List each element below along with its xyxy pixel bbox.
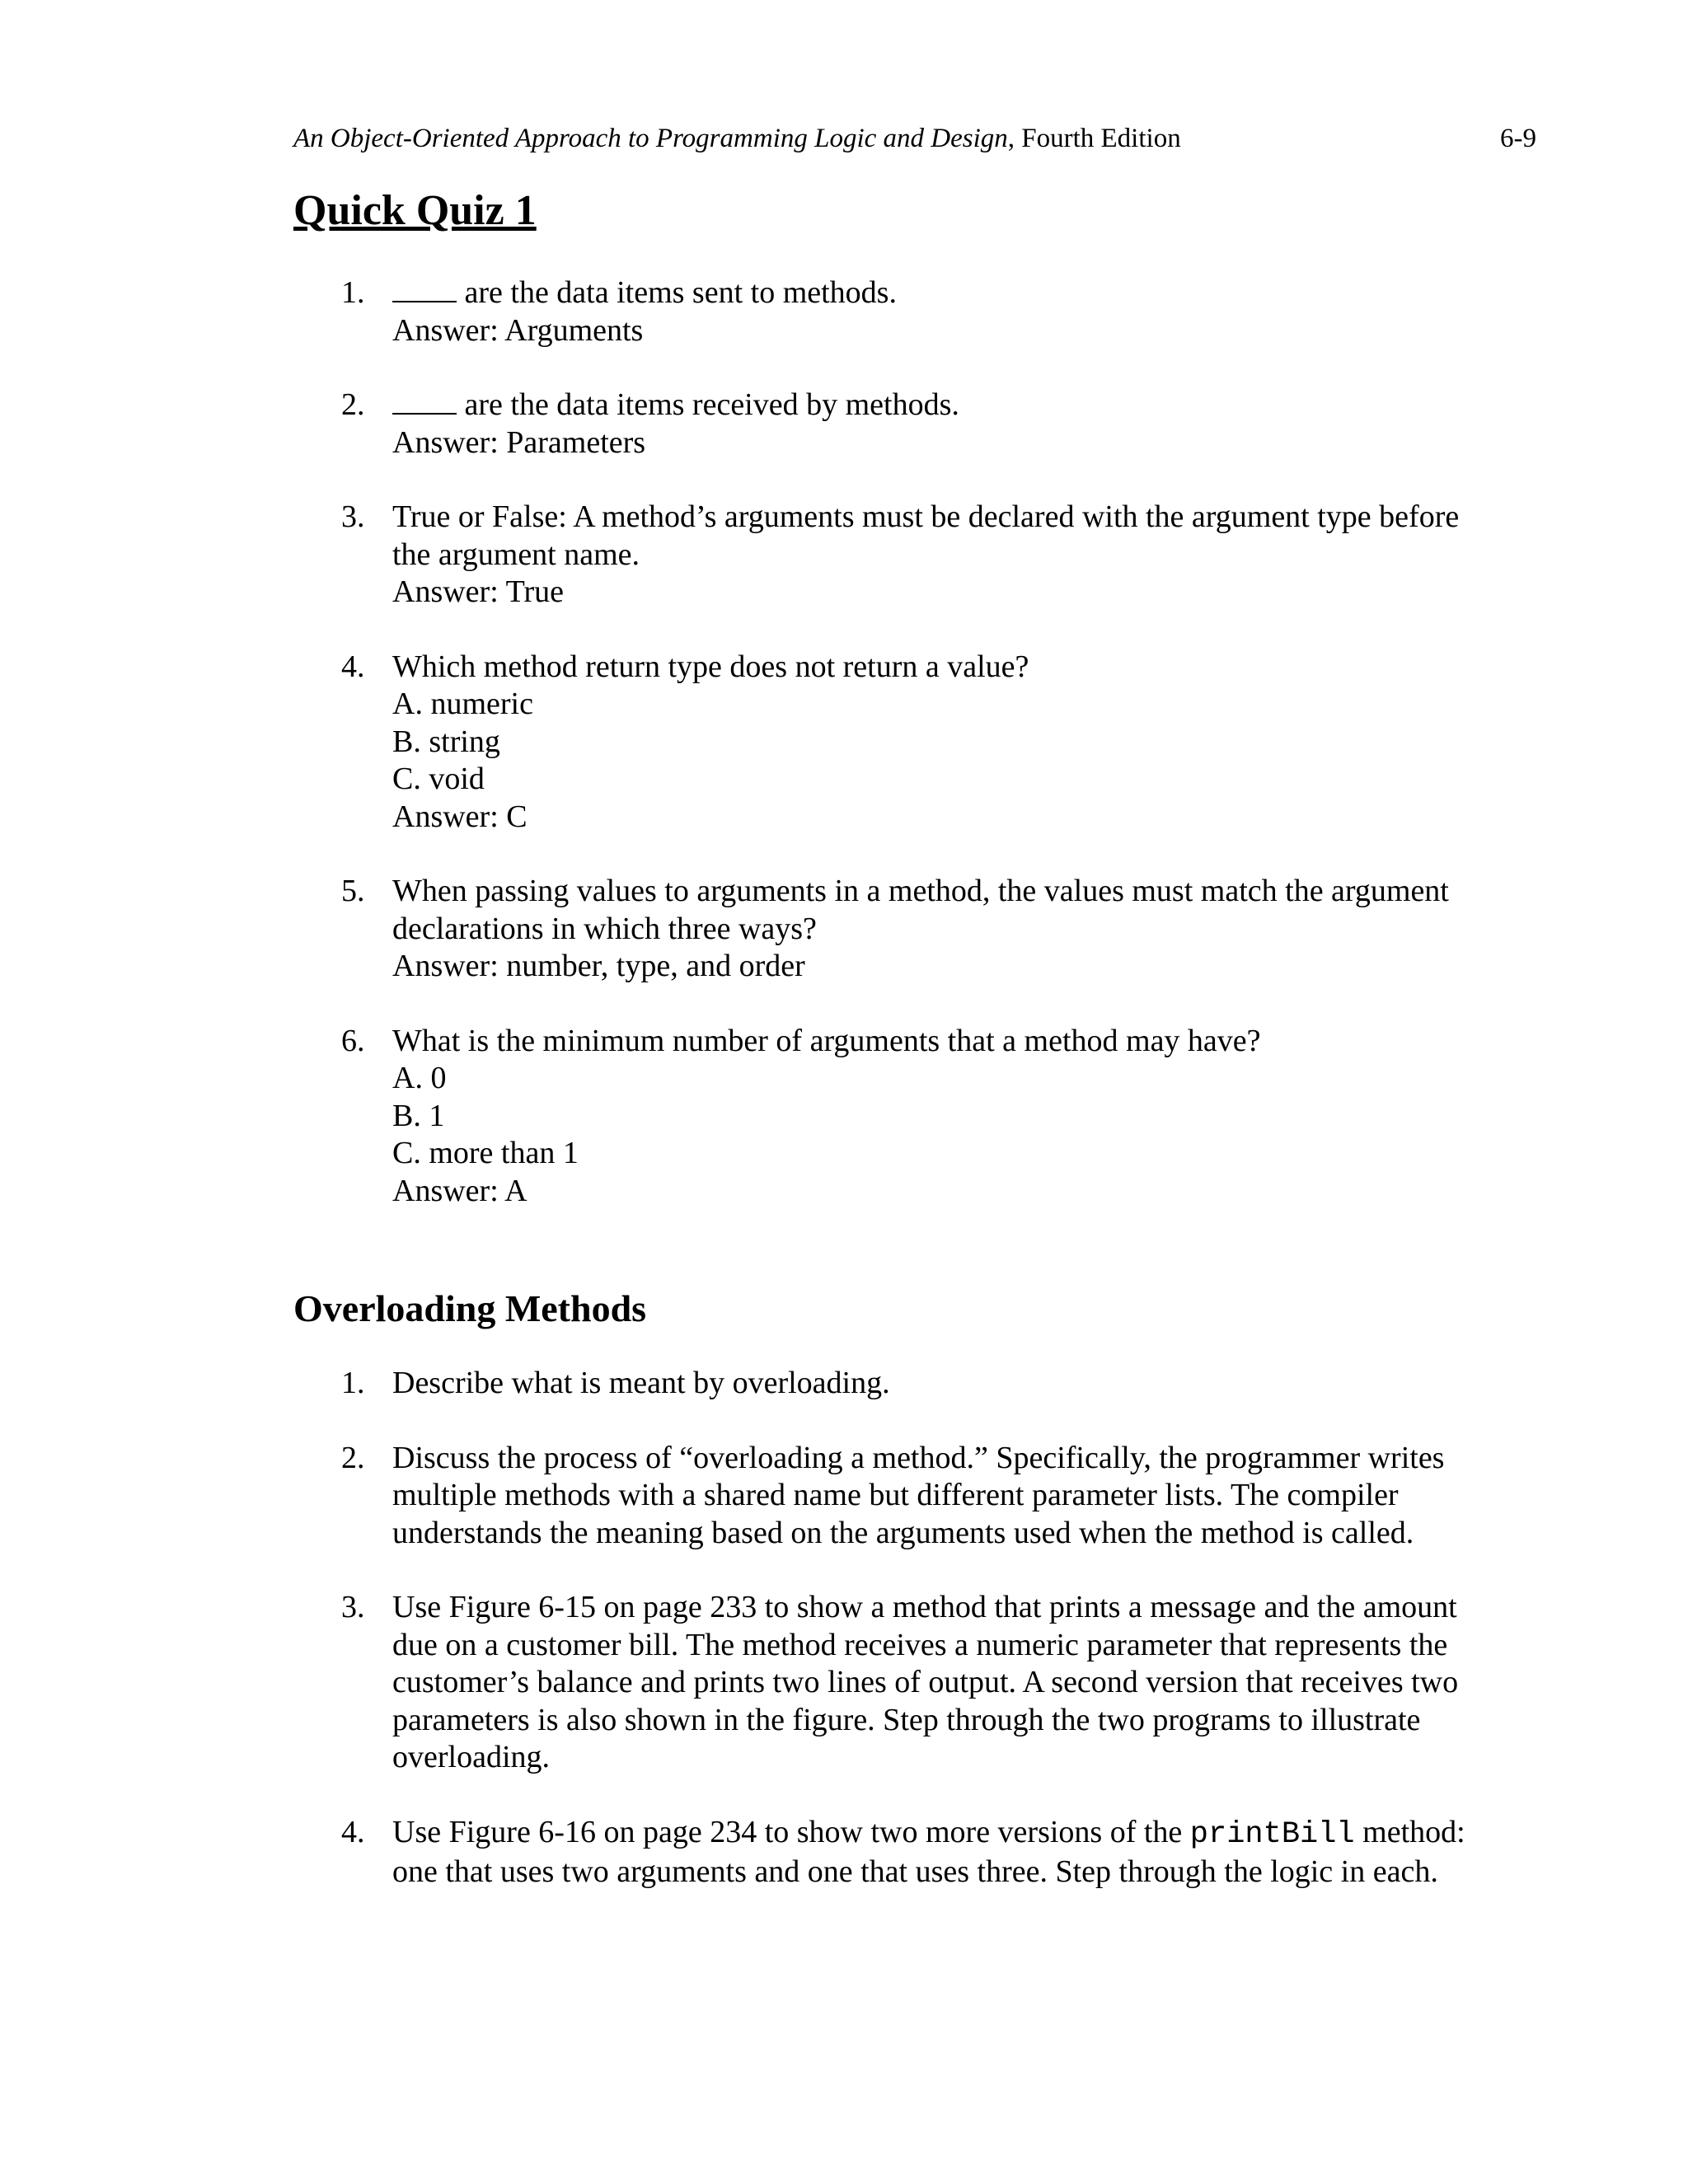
item-line: Describe what is meant by overloading.	[392, 1366, 890, 1400]
item-number: 1.	[341, 1366, 365, 1400]
line-text: method:	[1354, 1814, 1465, 1849]
question-line: True or False: A method’s arguments must be declared with the argument type before	[392, 499, 1460, 534]
option-b: B. 1	[392, 1098, 445, 1133]
question-line: declarations in which three ways?	[392, 911, 817, 946]
item-number: 1.	[341, 275, 365, 310]
option-a: A. numeric	[392, 687, 533, 721]
quiz-item-4	[293, 649, 1530, 837]
item-line: parameters is also shown in the figure. Step through the two programs to illustrate	[392, 1702, 1421, 1737]
line-text: Use Figure 6-16 on page 234 to show two more versions of the	[392, 1814, 1190, 1849]
overloading-item-3	[293, 1589, 1530, 1777]
item-line: one that uses two arguments and one that uses three. Step through the logic in each.	[392, 1854, 1438, 1889]
overloading-item-2	[293, 1440, 1530, 1553]
quiz-list	[293, 274, 1530, 1247]
book-title: An Object-Oriented Approach to Programming Logic and Design	[293, 124, 1008, 153]
answer-text: Answer: C	[392, 799, 528, 834]
answer-text: Answer: number, type, and order	[392, 949, 805, 983]
answer-text: Answer: Arguments	[392, 312, 644, 348]
answer-text: Answer: Parameters	[392, 424, 646, 460]
question-text	[392, 274, 1530, 312]
item-number: 2.	[341, 1440, 365, 1475]
question-text: Which method return type does not return a value?	[392, 649, 1029, 684]
answer-text: Answer: True	[392, 574, 564, 609]
method-name-code: printBill	[1189, 1816, 1355, 1852]
question-text	[392, 387, 1530, 424]
item-number: 3.	[341, 499, 365, 534]
item-number: 4.	[341, 1814, 365, 1849]
item-line	[392, 1814, 1530, 1854]
section-title: Overloading Methods	[293, 1287, 647, 1329]
option-c: C. void	[392, 762, 485, 796]
question-line: the argument name.	[392, 537, 640, 572]
overloading-item-1	[293, 1365, 1530, 1403]
item-line: Use Figure 6-15 on page 233 to show a method that prints a message and the amount	[392, 1590, 1457, 1624]
answer-blank	[392, 274, 457, 302]
item-line: multiple methods with a shared name but different parameter lists. The compiler	[392, 1478, 1399, 1512]
item-number: 6.	[341, 1023, 365, 1058]
item-line: overloading.	[392, 1740, 551, 1774]
edition-label: , Fourth Edition	[1007, 124, 1181, 153]
item-line: customer’s balance and prints two lines of output. A second version that receives two	[392, 1665, 1459, 1699]
item-number: 2.	[341, 387, 365, 422]
quiz-item-3	[293, 499, 1530, 612]
option-a: A. 0	[392, 1061, 447, 1095]
question-text: What is the minimum number of arguments that a method may have?	[392, 1023, 1261, 1058]
option-c: C. more than 1	[392, 1136, 579, 1170]
overloading-list	[293, 1365, 1530, 1929]
page-header	[293, 122, 1536, 155]
option-b: B. string	[392, 724, 500, 759]
question-rest: are the data items sent to methods.	[457, 275, 897, 310]
quiz-item-2	[293, 387, 1530, 462]
quiz-item-1	[293, 274, 1530, 349]
quiz-item-5	[293, 873, 1530, 986]
question-rest: are the data items received by methods.	[457, 387, 959, 422]
item-line: understands the meaning based on the arguments used when the method is called.	[392, 1515, 1414, 1550]
answer-text: Answer: A	[392, 1173, 528, 1208]
quiz-item-6	[293, 1023, 1530, 1211]
overloading-item-4	[293, 1814, 1530, 1891]
item-number: 3.	[341, 1590, 365, 1624]
page-number: 6-9	[1500, 124, 1536, 153]
quiz-title: Quick Quiz 1	[293, 187, 537, 234]
answer-blank	[392, 387, 457, 415]
item-line: Discuss the process of “overloading a method.” Specifically, the programmer writes	[392, 1440, 1445, 1475]
question-line: When passing values to arguments in a method, the values must match the argument	[392, 874, 1449, 908]
item-number: 4.	[341, 649, 365, 684]
item-number: 5.	[341, 874, 365, 908]
item-line: due on a customer bill. The method receives a numeric parameter that represents the	[392, 1627, 1448, 1662]
